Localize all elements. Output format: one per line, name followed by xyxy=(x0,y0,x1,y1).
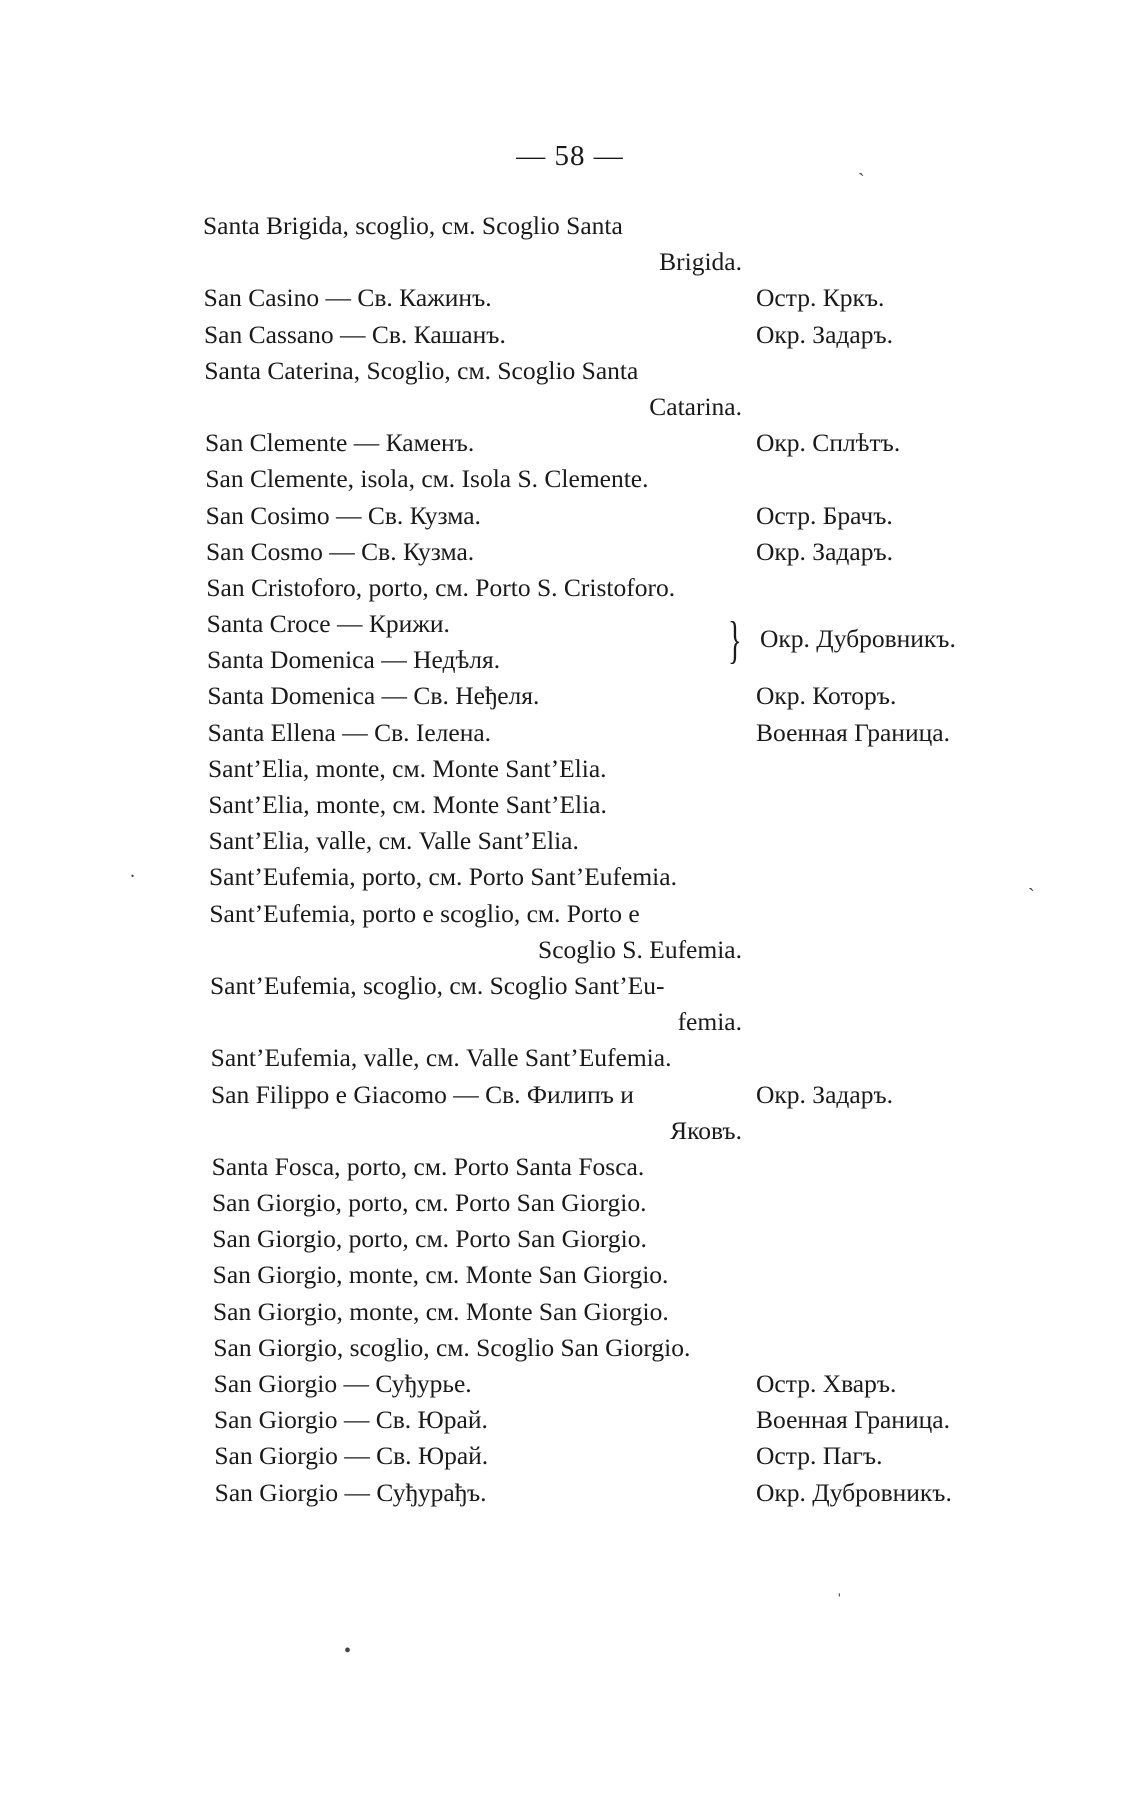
scan-speck: ˋ xyxy=(1028,885,1035,907)
region-label: Остр. Хваръ. xyxy=(756,1369,897,1398)
region-label: Окр. Сплѣтъ. xyxy=(756,428,901,458)
entry-line xyxy=(0,1077,1140,1113)
place-name-text: Santa Croce — Крижи. xyxy=(206,609,450,639)
entry-line xyxy=(0,208,1140,244)
gazetteer-entry xyxy=(0,1257,1140,1293)
gazetteer-entry xyxy=(0,1040,1140,1076)
gazetteer-entry xyxy=(0,461,1140,497)
entry-line xyxy=(0,1438,1140,1474)
scan-speck: ˋ xyxy=(858,170,865,192)
gazetteer-entry xyxy=(0,678,1140,714)
continuation-text: femia. xyxy=(677,1007,742,1037)
region-label: Окр. Которъ. xyxy=(756,681,897,711)
gazetteer-entry xyxy=(0,715,1140,751)
place-name-text: Santa Ellena — Св. Іелена. xyxy=(207,717,492,747)
gazetteer-entry xyxy=(0,1149,1140,1185)
entry-line xyxy=(0,1149,1140,1185)
place-name-text: San Filippo e Giacomo — Св. Филипъ и xyxy=(211,1079,634,1109)
entry-continuation-line xyxy=(0,1113,1140,1149)
right-brace-icon: } xyxy=(728,612,742,670)
place-name-text: San Cristoforo, porto, см. Porto S. Cristoforo. xyxy=(206,572,676,602)
gazetteer-entry xyxy=(0,1185,1140,1221)
region-label: Остр. Пагъ. xyxy=(756,1441,883,1471)
entry-line xyxy=(0,751,1140,787)
place-name-text: Sant’Eufemia, porto e scoglio, см. Porto e xyxy=(209,898,640,928)
place-name-text: San Cosmo — Св. Кузма. xyxy=(206,536,475,566)
gazetteer-entry xyxy=(0,280,1140,316)
entry-line xyxy=(0,1221,1140,1257)
place-name-text: San Giorgio — Суђурье. xyxy=(213,1369,472,1398)
place-name-text: Sant’Eufemia, valle, см. Valle Sant’Eufemia. xyxy=(210,1043,672,1073)
region-label: Окр. Задаръ. xyxy=(756,319,894,349)
gazetteer-entry xyxy=(0,208,1140,280)
place-name-text: San Cosimo — Св. Кузма. xyxy=(205,500,481,530)
gazetteer-entry xyxy=(0,751,1140,787)
entry-line xyxy=(0,642,1140,678)
brace-group-entry xyxy=(0,606,1140,678)
region-label: Окр. Задаръ. xyxy=(756,536,894,566)
entry-line xyxy=(0,1330,1140,1366)
gazetteer-entry xyxy=(0,1438,1140,1474)
gazetteer-entry xyxy=(0,353,1140,425)
gazetteer-entry xyxy=(0,1221,1140,1257)
entry-line xyxy=(0,787,1140,823)
place-name-text: Sant’Elia, valle, см. Valle Sant’Elia. xyxy=(208,826,579,856)
gazetteer-entry xyxy=(0,534,1140,570)
page-number: — 58 — xyxy=(516,140,624,172)
region-label: Остр. Брачъ. xyxy=(756,500,893,530)
entry-line xyxy=(0,968,1140,1004)
gazetteer-entry xyxy=(0,498,1140,534)
entry-line xyxy=(0,606,1140,642)
place-name-text: San Giorgio, monte, см. Monte San Giorgio. xyxy=(212,1260,669,1290)
scan-speck: • xyxy=(344,1640,352,1662)
entry-continuation-line xyxy=(0,389,1140,425)
gazetteer-entry xyxy=(0,1330,1140,1366)
place-name-text: Sant’Elia, monte, см. Monte Sant’Elia. xyxy=(208,790,607,819)
place-name-text: Sant’Elia, monte, см. Monte Sant’Elia. xyxy=(208,753,607,783)
entry-line xyxy=(0,715,1140,751)
region-label: Остр. Кркъ. xyxy=(756,283,885,313)
place-name-text: Sant’Eufemia, porto, см. Porto Sant’Eufemia. xyxy=(209,862,677,892)
gazetteer-entries xyxy=(0,208,1140,1511)
gazetteer-entry xyxy=(0,425,1140,461)
gazetteer-entry xyxy=(0,1402,1140,1438)
gazetteer-entry xyxy=(0,1294,1140,1330)
place-name-text: San Giorgio — Св. Юрай. xyxy=(214,1405,488,1435)
place-name-text: San Giorgio, porto, см. Porto San Giorgio. xyxy=(212,1188,647,1218)
entry-line xyxy=(0,317,1140,353)
place-name-text: Santa Caterina, Scoglio, см. Scoglio Santa xyxy=(204,355,639,385)
entry-line xyxy=(0,1402,1140,1438)
region-label: Окр. Дубровникъ. xyxy=(756,1477,952,1507)
place-name-text: Santa Domenica — Недѣля. xyxy=(207,645,501,675)
entry-line xyxy=(0,534,1140,570)
continuation-text: Scoglio S. Eufemia. xyxy=(538,934,742,964)
region-label: Окр. Дубровникъ. xyxy=(760,624,956,654)
gazetteer-entry xyxy=(0,823,1140,859)
entry-line xyxy=(0,425,1140,461)
place-name-text: San Clemente — Каменъ. xyxy=(205,428,475,458)
place-name-text: San Giorgio, scoglio, см. Scoglio San Giorgio. xyxy=(213,1332,691,1362)
gazetteer-entry xyxy=(0,1366,1140,1402)
gazetteer-entry xyxy=(0,859,1140,895)
scan-speck: ˌ xyxy=(836,1575,843,1597)
place-name-text: San Giorgio — Суђурађъ. xyxy=(214,1477,487,1507)
entry-line xyxy=(0,280,1140,316)
place-name-text: San Clemente, isola, см. Isola S. Clemente. xyxy=(205,464,649,494)
gazetteer-entry xyxy=(0,1475,1140,1511)
entry-continuation-line xyxy=(0,244,1140,280)
place-name-text: San Giorgio — Св. Юрай. xyxy=(214,1441,489,1471)
entry-line xyxy=(0,353,1140,389)
gazetteer-entry xyxy=(0,1077,1140,1149)
entry-line xyxy=(0,570,1140,606)
place-name-text: San Giorgio, monte, см. Monte San Giorgio. xyxy=(213,1296,669,1326)
continuation-text: Catarina. xyxy=(649,391,742,421)
entry-line xyxy=(0,896,1140,932)
place-name-text: Santa Brigida, scoglio, см. Scoglio Santa xyxy=(203,211,623,240)
entry-line xyxy=(0,461,1140,497)
gazetteer-entry xyxy=(0,968,1140,1040)
place-name-text: Santa Domenica — Св. Неђеля. xyxy=(207,681,540,711)
entry-line xyxy=(0,823,1140,859)
region-label: Военная Граница. xyxy=(756,1405,950,1435)
entry-line xyxy=(0,678,1140,714)
entry-continuation-line xyxy=(0,932,1140,968)
region-label: Военная Граница. xyxy=(756,717,950,747)
place-name-text: Sant’Eufemia, scoglio, см. Scoglio Sant’Eu- xyxy=(210,970,665,1000)
gazetteer-entry xyxy=(0,570,1140,606)
entry-continuation-line xyxy=(0,1004,1140,1040)
place-name-text: San Cassano — Св. Кашанъ. xyxy=(204,319,506,349)
place-name-text: Santa Fosca, porto, см. Porto Santa Fosca. xyxy=(211,1151,645,1181)
continuation-text: Brigida. xyxy=(659,247,742,277)
region-label: Окр. Задаръ. xyxy=(756,1079,894,1109)
entry-line xyxy=(0,1294,1140,1330)
entry-line xyxy=(0,1257,1140,1293)
gazetteer-entry xyxy=(0,317,1140,353)
place-name-text: San Casino — Св. Кажинъ. xyxy=(203,283,492,313)
entry-line xyxy=(0,1040,1140,1076)
entry-line xyxy=(0,859,1140,895)
gazetteer-entry xyxy=(0,896,1140,968)
gazetteer-entry xyxy=(0,787,1140,823)
entry-line xyxy=(0,1185,1140,1221)
entry-line xyxy=(0,498,1140,534)
continuation-text: Яковъ. xyxy=(670,1115,742,1145)
entry-line xyxy=(0,1366,1140,1402)
entry-line xyxy=(0,1475,1140,1511)
scan-speck: . xyxy=(130,860,135,882)
place-name-text: San Giorgio, porto, см. Porto San Giorgio. xyxy=(212,1224,647,1254)
